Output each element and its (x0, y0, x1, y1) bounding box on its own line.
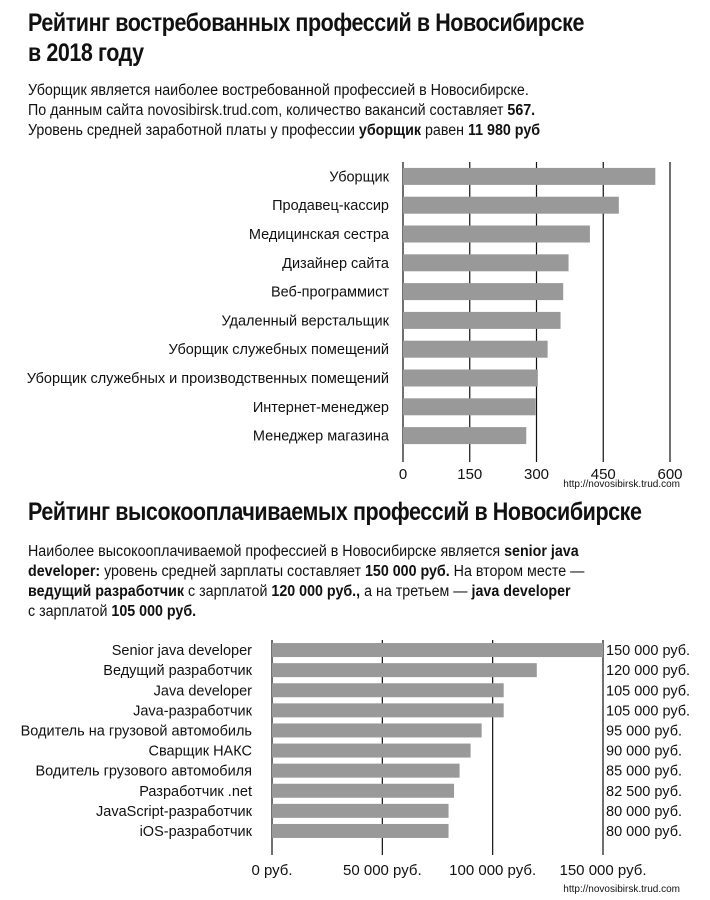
chart2-value-label: 120 000 руб. (606, 663, 691, 680)
chart2-bar (272, 683, 504, 697)
chart2-category-label: Java-разработчик (133, 703, 252, 720)
chart2-intro (28, 542, 584, 622)
chart1-title (28, 8, 584, 68)
chart1-x-tick-label: 450 (590, 466, 616, 483)
chart1-bar (403, 283, 563, 300)
chart1-source: http://novosibirsk.trud.com (563, 479, 680, 490)
chart2-x-tick-label: 0 руб. (251, 862, 293, 879)
chart2-value-labels (606, 643, 690, 840)
chart1-category-label: Уборщик служебных и производственных помещений (26, 371, 389, 387)
chart1-bar (403, 427, 526, 444)
chart2-bar (272, 744, 471, 758)
chart2-bar (272, 723, 482, 737)
chart1-bar (403, 312, 561, 329)
chart2-category-label: Java developer (153, 683, 252, 700)
chart1-category-label: Продавец-кассир (272, 198, 389, 215)
chart1-x-tick-label: 150 (457, 466, 483, 483)
chart2-category-label: JavaScript-разработчик (96, 803, 252, 820)
chart1-category-label: Уборщик (329, 169, 389, 186)
chart1-category-labels (27, 169, 390, 444)
chart2-value-label: 80 000 руб. (606, 823, 683, 840)
chart1-bar (403, 226, 590, 243)
chart2-category-label: Ведущий разработчик (103, 663, 252, 680)
chart2-bar (272, 643, 603, 657)
chart2-intro-line3: ведущий разработчик с зарплатой 120 000 руб., а на третьем — java developer (28, 583, 571, 600)
chart2-title: Рейтинг высокооплачиваемых профессий в Новосибирске (28, 498, 642, 526)
chart1-bar (403, 168, 655, 185)
chart1-x-tick-label: 600 (657, 466, 683, 483)
chart2-x-tick-label: 50 000 руб. (343, 862, 422, 879)
chart2-x-tick-label: 100 000 руб. (449, 862, 537, 879)
chart2-category-label: iOS-разработчик (139, 823, 252, 840)
chart2-bar (272, 784, 454, 798)
chart1-intro (28, 81, 540, 141)
chart2-category-label: Разработчик .net (139, 783, 252, 800)
chart2-value-label: 95 000 руб. (606, 723, 683, 740)
chart1-bar (403, 254, 569, 271)
chart2-category-label: Водитель на грузовой автомобиль (20, 723, 252, 740)
chart1-bar (403, 398, 536, 415)
chart2-value-label: 80 000 руб. (606, 803, 683, 820)
chart1-bar (403, 341, 548, 358)
chart1-category-label: Дизайнер сайта (282, 255, 389, 272)
chart2-x-tick-label: 150 000 руб. (559, 862, 647, 879)
chart1-category-label: Удаленный верстальщик (221, 313, 389, 330)
chart1-category-label: Медицинская сестра (248, 227, 389, 243)
chart2-bar (272, 764, 460, 778)
chart2-x-tick-labels (251, 862, 646, 879)
chart1-title-line1: Рейтинг востребованных профессий в Новосибирске (28, 9, 584, 37)
chart1-x-tick-label: 0 (398, 466, 408, 483)
chart2-value-label: 105 000 руб. (606, 703, 691, 720)
chart2-value-label: 90 000 руб. (606, 743, 683, 760)
chart2-source: http://novosibirsk.trud.com (563, 884, 680, 895)
chart1-intro-line3: Уровень средней заработной платы у профессии уборщик равен 11 980 руб (28, 122, 541, 139)
chart1-bars (403, 168, 655, 444)
chart2-category-labels (21, 643, 253, 840)
chart2-value-label: 105 000 руб. (606, 683, 691, 700)
chart1-category-label: Интернет-менеджер (252, 399, 389, 416)
chart2-bars (272, 643, 603, 838)
chart2-bar (272, 804, 449, 818)
chart1-demand-ranking (0, 152, 710, 492)
chart1-bar (403, 197, 619, 214)
chart2-value-label: 85 000 руб. (606, 763, 683, 780)
chart1-intro-line1: Уборщик является наиболее востребованной профессией в Новосибирске. (28, 82, 529, 99)
chart1-bar (403, 370, 538, 387)
chart1-intro-line2: По данным сайта novosibirsk.trud.com, количество вакансий составляет 567. (28, 102, 536, 119)
chart2-bar (272, 703, 504, 717)
chart2-intro-line1: Наиболее высокооплачиваемой профессией в Новосибирске является senior java (28, 543, 579, 560)
chart2-bar (272, 824, 449, 838)
chart1-title-line2: в 2018 году (28, 39, 144, 67)
chart1-x-tick-label: 300 (523, 466, 550, 483)
chart2-intro-line4: с зарплатой 105 000 руб. (28, 603, 197, 620)
chart2-salary-ranking (0, 630, 710, 900)
chart1-category-label: Уборщик служебных помещений (168, 342, 389, 359)
chart2-category-label: Senior java developer (111, 643, 252, 660)
chart1-category-label: Менеджер магазина (252, 428, 389, 445)
chart2-category-label: Водитель грузового автомобиля (35, 763, 252, 780)
chart1-category-label: Веб-программист (270, 284, 389, 301)
chart2-value-label: 150 000 руб. (606, 643, 691, 660)
chart2-value-label: 82 500 руб. (606, 783, 683, 800)
chart2-intro-line2: developer: уровень средней зарплаты составляет 150 000 руб. На втором месте — (28, 563, 585, 580)
chart2-category-label: Сварщик НАКС (148, 743, 252, 760)
chart2-bar (272, 663, 537, 677)
